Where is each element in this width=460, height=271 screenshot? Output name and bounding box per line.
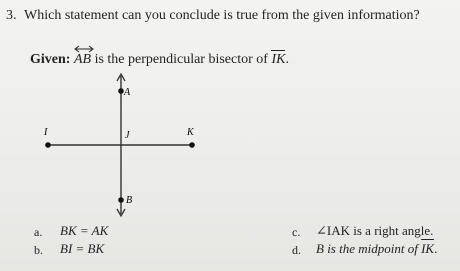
choice-d-letter: d. <box>292 243 301 257</box>
given-end: . <box>285 52 289 67</box>
choice-a-text[interactable]: BK = AK <box>60 223 109 238</box>
given-label: Given: <box>30 52 71 67</box>
label-k: K <box>187 127 194 138</box>
choice-c-letter: c. <box>292 225 301 239</box>
given-text: is the perpendicular bisector of <box>94 52 268 67</box>
line-ab-label: AB <box>73 52 92 67</box>
choice-c-text[interactable]: ∠IAK is a right angle. <box>316 223 434 238</box>
point-k <box>189 142 195 148</box>
point-b <box>118 197 124 203</box>
label-j: J <box>125 130 130 141</box>
choice-d-pre: B is the midpoint of <box>316 241 418 256</box>
choice-d-text[interactable] <box>316 241 437 257</box>
choice-d-end: . <box>434 241 438 256</box>
label-a: A <box>124 87 131 98</box>
choice-d-segment: IK <box>421 241 435 256</box>
question-number: 3. <box>6 8 17 23</box>
label-i: I <box>44 127 48 138</box>
point-i <box>45 142 51 148</box>
question-text: Which statement can you conclude is true from the given information? <box>24 8 420 23</box>
label-b: B <box>126 195 133 206</box>
choice-b-letter: b. <box>34 243 43 257</box>
choice-b-text[interactable]: BI = BK <box>60 241 105 256</box>
point-a <box>118 88 124 94</box>
segment-ik: IK <box>271 52 286 67</box>
choice-a-letter: a. <box>34 225 43 239</box>
